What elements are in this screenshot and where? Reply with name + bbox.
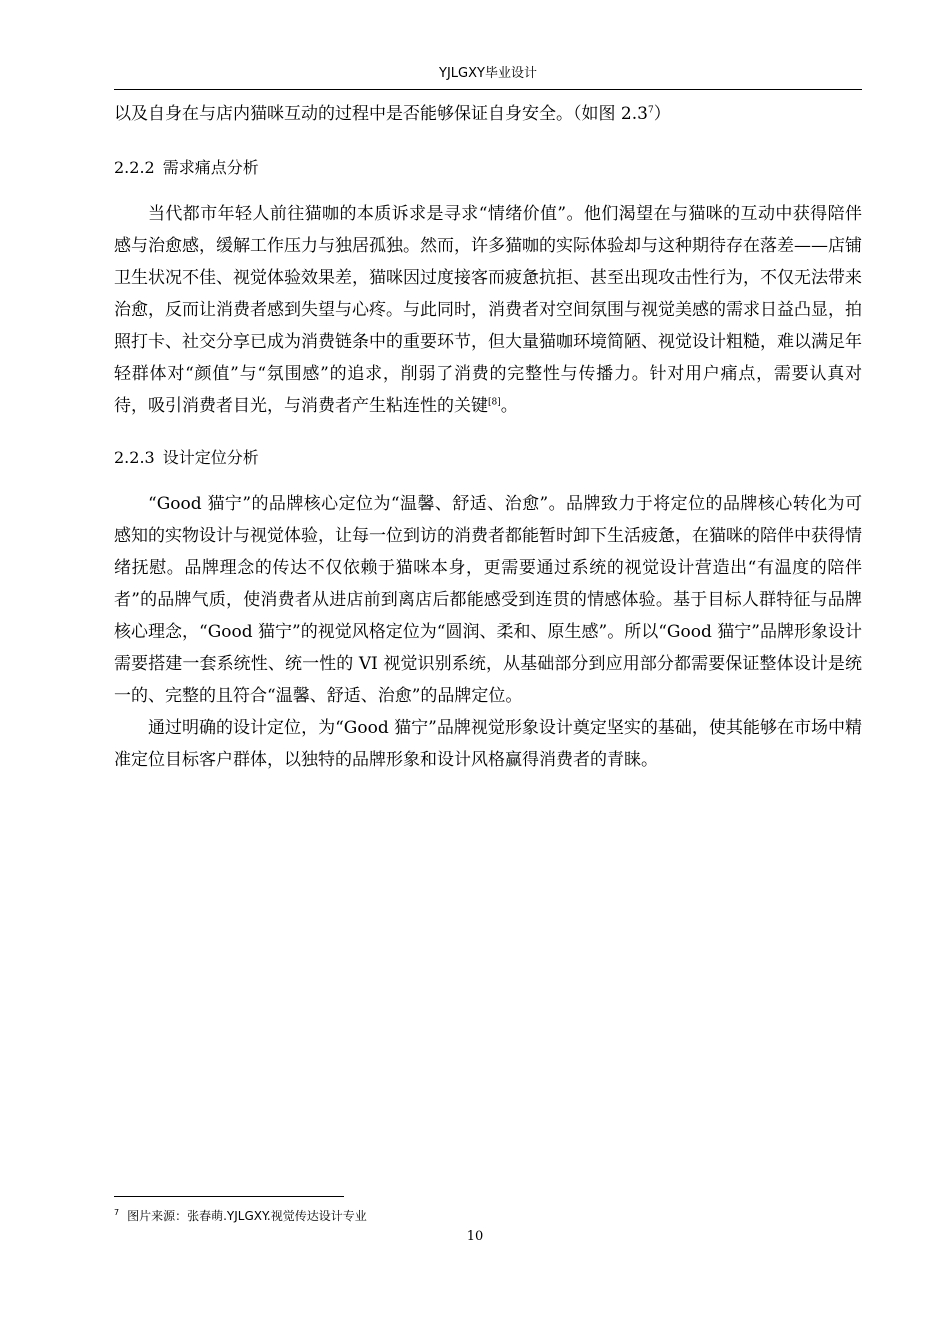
footnote-ref: 7 <box>647 105 654 116</box>
paragraph-tail: 。 <box>500 396 518 416</box>
section-number: 2.2.3 <box>114 448 155 467</box>
body-text <box>114 98 862 776</box>
section-title: 需求痛点分析 <box>162 158 259 177</box>
paragraph-positioning: “Good 猫宁”的品牌核心定位为“温馨、舒适、治愈”。品牌致力于将定位的品牌核心转化为可感知的实物设计与视觉体验，让每一位到访的消费者都能暂时卸下生活疲惫，在猫咪的陪伴中获得情绪抚慰。品牌理念的传达不仅依赖于猫咪本身，更需要通过系统的视觉设计营造出“有温度的陪伴者”的品牌气质，使消费者从进店前到离店后都能感受到连贯的情感体验。基于目标人群特征与品牌核心理念，“Good 猫宁”的视觉风格定位为“圆润、柔和、原生感”。所以“Good 猫宁”品牌形象设计需要搭建一套系统性、统一性的 VI 视觉识别系统，从基础部分到应用部分都需要保证整体设计是统一的、完整的且符合“温馨、舒适、治愈”的品牌定位。 <box>114 494 862 706</box>
section-heading-2-2-3 <box>114 442 862 474</box>
section-title: 设计定位分析 <box>162 448 259 467</box>
header-rule <box>114 89 862 90</box>
footnote-rule <box>114 1196 344 1197</box>
footnote-mark: 7 <box>114 1208 120 1217</box>
paragraph-text: 当代都市年轻人前往猫咖的本质诉求是寻求“情绪价值”。他们渴望在与猫咪的互动中获得陪伴感与治愈感，缓解工作压力与独居孤独。然而，许多猫咖的实际体验却与这种期待存在落差——店铺卫生状况不佳、视觉体验效果差，猫咪因过度接客而疲惫抗拒、甚至出现攻击性行为，不仅无法带来治愈，反而让消费者感到失望与心疼。与此同时，消费者对空间氛围与视觉美感的需求日益凸显，拍照打卡、社交分享已成为消费链条中的重要环节，但大量猫咖环境简陋、视觉设计粗糙，难以满足年轻群体对“颜值”与“氛围感”的追求，削弱了消费的完整性与传播力。针对用户痛点，需要认真对待，吸引消费者目光，与消费者产生粘连性的关键 <box>114 204 862 416</box>
section-number: 2.2.2 <box>114 158 155 177</box>
page-number: 10 <box>466 1229 484 1244</box>
footnote <box>114 1208 367 1224</box>
paragraph-tail: ） <box>653 104 671 124</box>
running-header: YJLGXY毕业设计 <box>439 66 537 81</box>
paragraph-text: 以及自身在与店内猫咪互动的过程中是否能够保证自身安全。（如图 2.3 <box>114 104 648 124</box>
paragraph-pain-points <box>114 198 862 422</box>
section-heading-2-2-2 <box>114 152 862 184</box>
paragraph-continued <box>114 98 862 130</box>
paragraph-conclusion: 通过明确的设计定位，为“Good 猫宁”品牌视觉形象设计奠定坚实的基础，使其能够在市场中精准定位目标客户群体，以独特的品牌形象和设计风格赢得消费者的青睐。 <box>114 718 862 770</box>
citation-ref: [8] <box>488 397 501 408</box>
footnote-text: 图片来源：张春萌.YJLGXY.视觉传达设计专业 <box>127 1209 367 1223</box>
